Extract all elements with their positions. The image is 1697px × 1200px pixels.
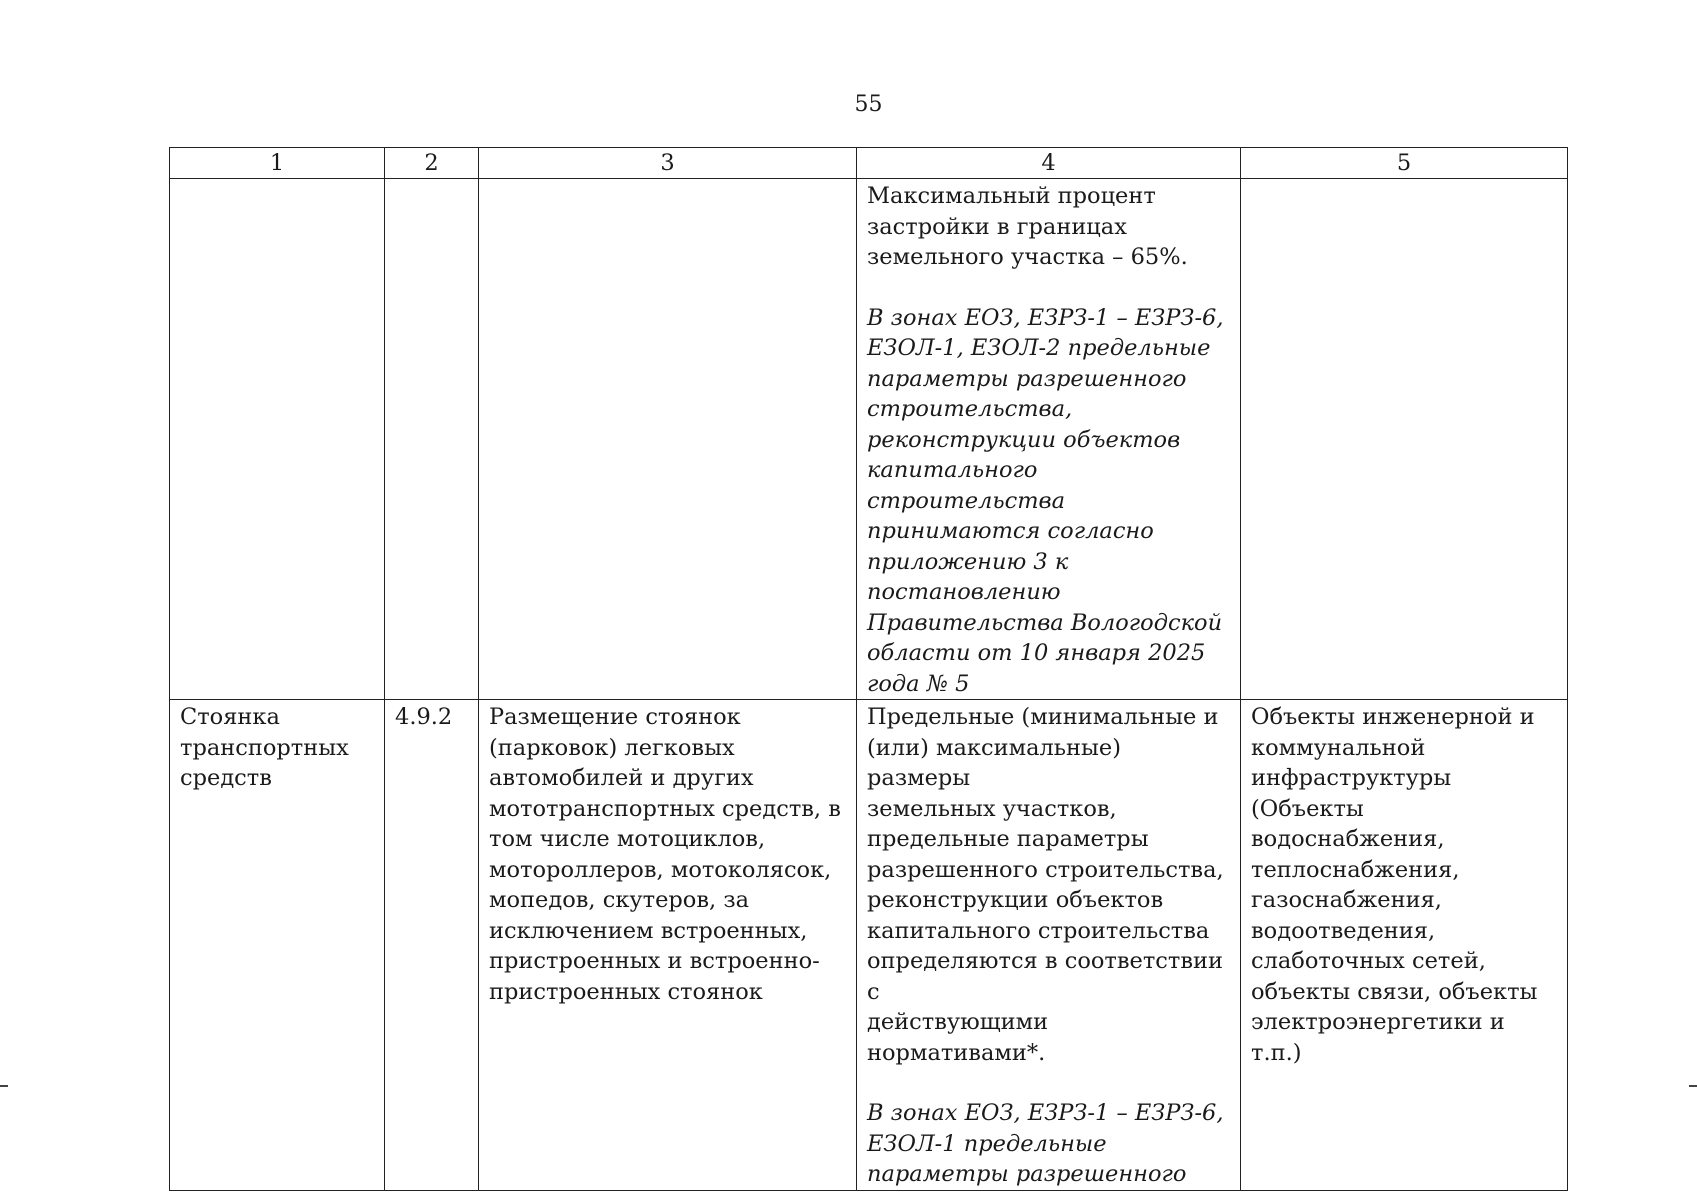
page-number: 55	[854, 92, 883, 117]
row2-code: 4.9.2	[395, 704, 453, 730]
row1-col5-cell	[1241, 179, 1568, 700]
row2-col5-cell	[1241, 700, 1568, 1191]
row2-col1-cell	[170, 700, 385, 1191]
row2-parameters-text: Предельные (минимальные и (или) максимальные) размеры земельных участков, предельные параметры разрешенного строительства, реконструкции объектов капитального строительства определяются в соответствии с действующими нормативами*.	[867, 704, 1224, 1066]
row1-col2-cell	[385, 179, 479, 700]
header-col-1: 1	[170, 148, 385, 179]
row1-col4-cell	[857, 179, 1241, 700]
right-margin-mark	[1689, 1085, 1697, 1087]
header-row	[170, 148, 1568, 179]
header-col-3: 3	[479, 148, 857, 179]
row1-col3-cell	[479, 179, 857, 700]
header-col-4: 4	[857, 148, 1241, 179]
regulations-table	[169, 147, 1568, 1191]
table-row	[170, 179, 1568, 700]
row1-col4-text: Максимальный процент застройки в границах земельного участка – 65%.	[867, 183, 1188, 270]
row2-col2-cell	[385, 700, 479, 1191]
header-col-5: 5	[1241, 148, 1568, 179]
row2-col3-cell	[479, 700, 857, 1191]
table-row	[170, 700, 1568, 1191]
row2-permitted-objects: Объекты инженерной и коммунальной инфраструктуры (Объекты водоснабжения, теплоснабжения, газоснабжения, водоотведения, слаботочных сетей, объекты связи, объекты электроэнергетики и т.п.)	[1251, 704, 1538, 1066]
left-margin-mark	[0, 1085, 8, 1087]
row2-description: Размещение стоянок (парковок) легковых автомобилей и других мототранспортных средств, в том числе мотоциклов, мотороллеров, мотоколясок, мопедов, скутеров, за исключением встроенных, пристроенных и встроенно- пристроенных стоянок	[489, 704, 841, 1005]
row2-parameters-italic-text: В зонах ЕОЗ, ЕЗРЗ-1 – ЕЗРЗ-6, ЕЗОЛ-1 предельные параметры разрешенного	[867, 1100, 1224, 1187]
row1-col4-italic-text: В зонах ЕОЗ, ЕЗРЗ-1 – ЕЗРЗ-6, ЕЗОЛ-1, ЕЗОЛ-2 предельные параметры разрешенного строительства, реконструкции объектов капитального строительства принимаются согласно приложению 3 к постановлению Правительства Вологодской области от 10 января 2025 года № 5	[867, 304, 1224, 697]
row1-col1-cell	[170, 179, 385, 700]
row2-land-use-name: Стоянка транспортных средств	[180, 704, 349, 791]
row2-col4-cell	[857, 700, 1241, 1191]
header-col-2: 2	[385, 148, 479, 179]
